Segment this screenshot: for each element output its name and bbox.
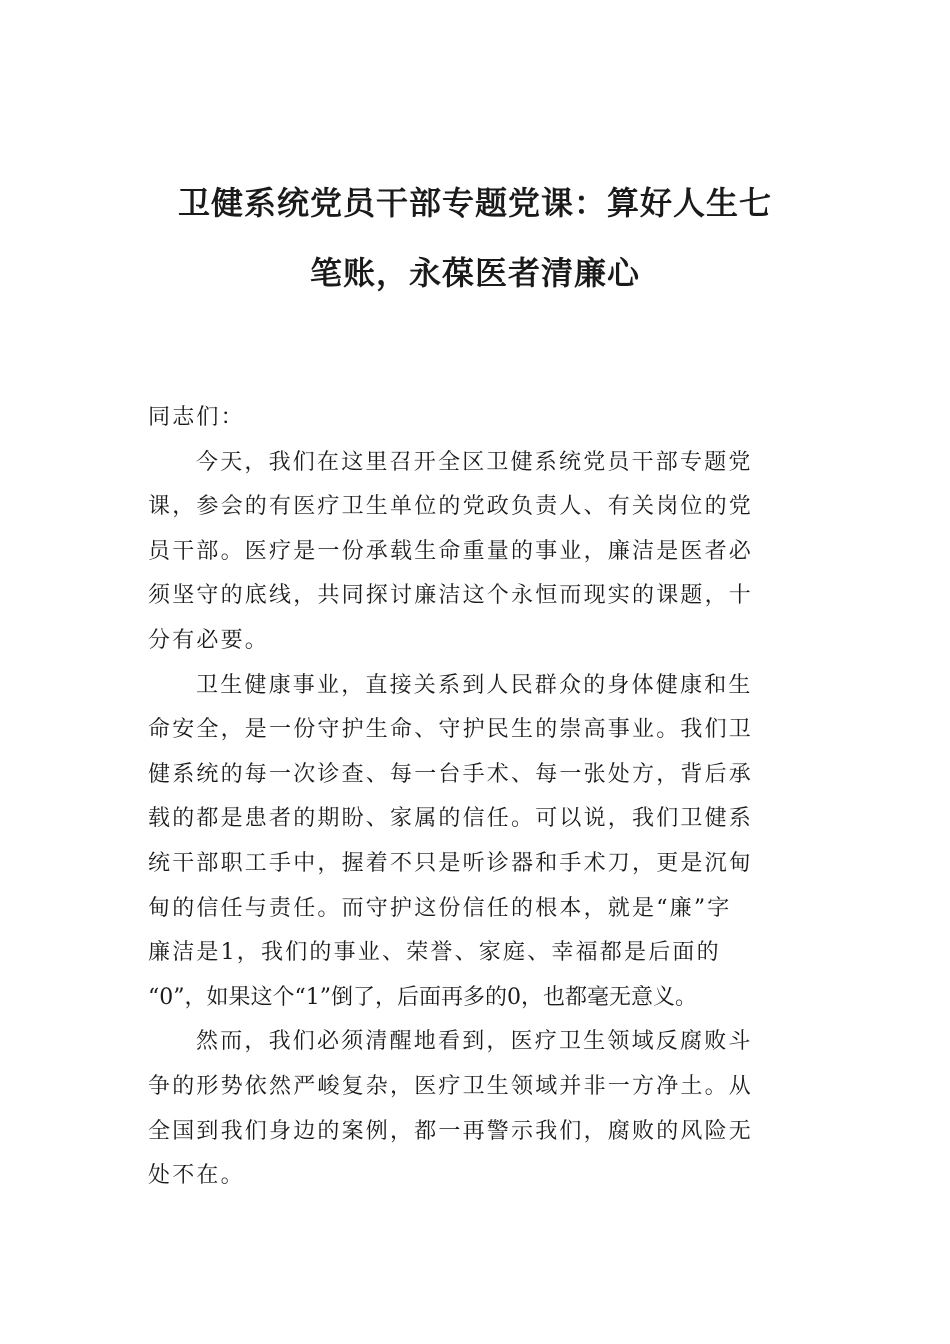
paragraph-line: 卫生健康事业，直接关系到人民群众的身体健康和生	[196, 672, 753, 698]
paragraph-line: 处不在。	[148, 1163, 245, 1189]
paragraph-line: 须坚守的底线，共同探讨廉洁这个永恒而现实的课题，十	[148, 583, 754, 609]
document-body	[148, 396, 808, 1199]
paragraph-line: 载的都是患者的期盼、家属的信任。可以说，我们卫健系	[148, 806, 754, 832]
paragraph-line: 健系统的每一次诊查、每一台手术、每一张处方，背后承	[148, 761, 754, 787]
paragraph-3	[148, 1020, 808, 1198]
paragraph-line: 争的形势依然严峻复杂，医疗卫生领域并非一方净土。从	[148, 1073, 754, 1099]
document-title	[140, 168, 810, 308]
paragraph-line: 员干部。医疗是一份承载生命重量的事业，廉洁是医者必	[148, 538, 754, 564]
paragraph-line: “0”，如果这个“1”倒了，后面再多的0，也都毫无意义。	[148, 984, 697, 1010]
paragraph-line: 廉洁是1，我们的事业、荣誉、家庭、幸福都是后面的	[148, 940, 721, 966]
paragraph-2	[148, 664, 808, 1021]
paragraph-line: 分有必要。	[148, 627, 270, 653]
paragraph-line: 然而，我们必须清醒地看到，医疗卫生领域反腐败斗	[196, 1029, 753, 1055]
paragraph-line: 命安全，是一份守护生命、守护民生的崇高事业。我们卫	[148, 717, 754, 743]
paragraph-line: 甸的信任与责任。而守护这份信任的根本，就是“廉”字	[148, 895, 732, 921]
salutation: 同志们：	[148, 405, 245, 430]
paragraph-line: 今天，我们在这里召开全区卫健系统党员干部专题党	[196, 449, 753, 475]
paragraph-1	[148, 441, 808, 664]
title-line-1: 卫健系统党员干部专题党课：算好人生七	[177, 184, 772, 222]
paragraph-line: 课，参会的有医疗卫生单位的党政负责人、有关岗位的党	[148, 494, 754, 520]
paragraph-line: 全国到我们身边的案例，都一再警示我们，腐败的风险无	[148, 1118, 754, 1144]
title-line-2: 笔账，永葆医者清廉心	[309, 254, 640, 292]
paragraph-line: 统干部职工手中，握着不只是听诊器和手术刀，更是沉甸	[148, 850, 754, 876]
